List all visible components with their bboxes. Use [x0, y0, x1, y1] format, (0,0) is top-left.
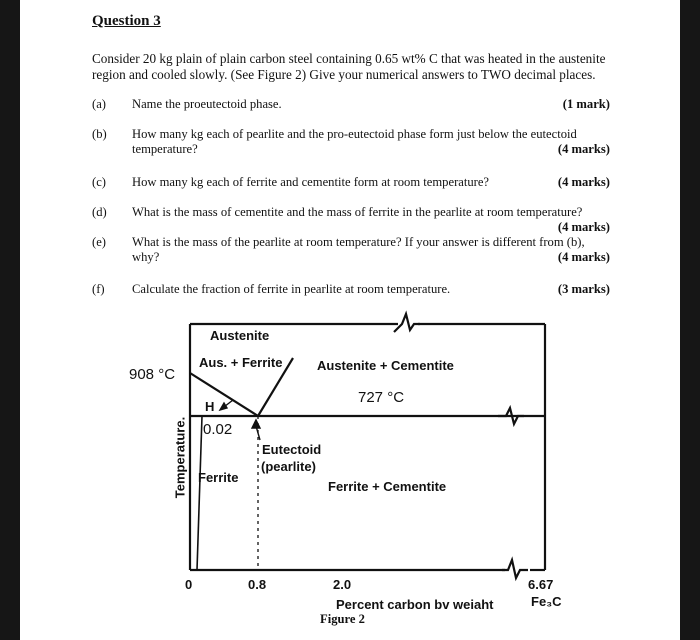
part-text: How many kg each of ferrite and cementite form at room temperature?	[132, 175, 490, 189]
part-label: (d)	[92, 205, 107, 219]
x-tick-6-67: 6.67	[528, 577, 554, 592]
part-text: What is the mass of the pearlite at room temperature? If your answer is different from (b), why?	[132, 235, 585, 264]
x-tick-0: 0	[185, 577, 193, 592]
part-label: (c)	[92, 175, 106, 189]
x-tick-fe3c: Fe₃C	[531, 594, 562, 609]
part-marks: (4 marks)	[557, 175, 610, 189]
h-label: H	[205, 399, 215, 414]
part-label: (f)	[92, 282, 105, 296]
ferrite-solvus-line	[197, 416, 202, 570]
ferrite-cementite-label: Ferrite + Cementite	[328, 479, 447, 494]
part-text: What is the mass of cementite and the mass of ferrite in the pearlite at room temperature?	[132, 205, 583, 219]
austenite-label: Austenite	[210, 328, 270, 343]
x-tick-2-0: 2.0	[333, 577, 352, 592]
figure-caption: Figure 2	[320, 612, 365, 626]
part-marks: (1 mark)	[562, 97, 610, 111]
x-axis-label: Percent carbon bv weiaht	[336, 597, 494, 612]
part-label: (e)	[92, 235, 106, 249]
eutectoid-arrowhead	[252, 420, 260, 428]
part-label: (a)	[92, 97, 106, 111]
h-arrowhead	[220, 403, 227, 410]
temp-908-label: 908 °C	[129, 366, 176, 383]
part-text: Calculate the fraction of ferrite in pearlite at room temperature.	[132, 282, 451, 296]
part-marks: (4 marks)	[557, 220, 610, 234]
part-marks: (3 marks)	[557, 282, 610, 296]
part-marks: (4 marks)	[557, 250, 610, 264]
x-tick-0-8: 0.8	[248, 577, 267, 592]
temp-727-label: 727 °C	[358, 389, 405, 406]
composition-002-label: 0.02	[203, 421, 233, 438]
ferrite-label: Ferrite	[198, 470, 239, 485]
part-label: (b)	[92, 127, 107, 141]
part-text: How many kg each of pearlite and the pro-eutectoid phase form just below the eutectoid temperature?	[132, 127, 577, 156]
y-axis-label: Temperature.	[172, 416, 188, 499]
aus-ferrite-label: Aus. + Ferrite	[199, 355, 283, 370]
question-title: Question 3	[92, 13, 161, 29]
bottom-break-symbol	[502, 560, 528, 578]
part-text: Name the proeutectoid phase.	[132, 97, 282, 111]
pearlite-label: (pearlite)	[261, 459, 316, 474]
aus-cementite-label: Austenite + Cementite	[317, 358, 454, 373]
part-marks: (4 marks)	[557, 142, 610, 156]
eutectoid-label: Eutectoid	[262, 442, 322, 457]
question-intro: Consider 20 kg plain of plain carbon steel containing 0.65 wt% C that was heated in the austenite region and cooled slowly. (See Figure 2) Give your numerical answers to TWO decimal places.	[92, 51, 606, 82]
